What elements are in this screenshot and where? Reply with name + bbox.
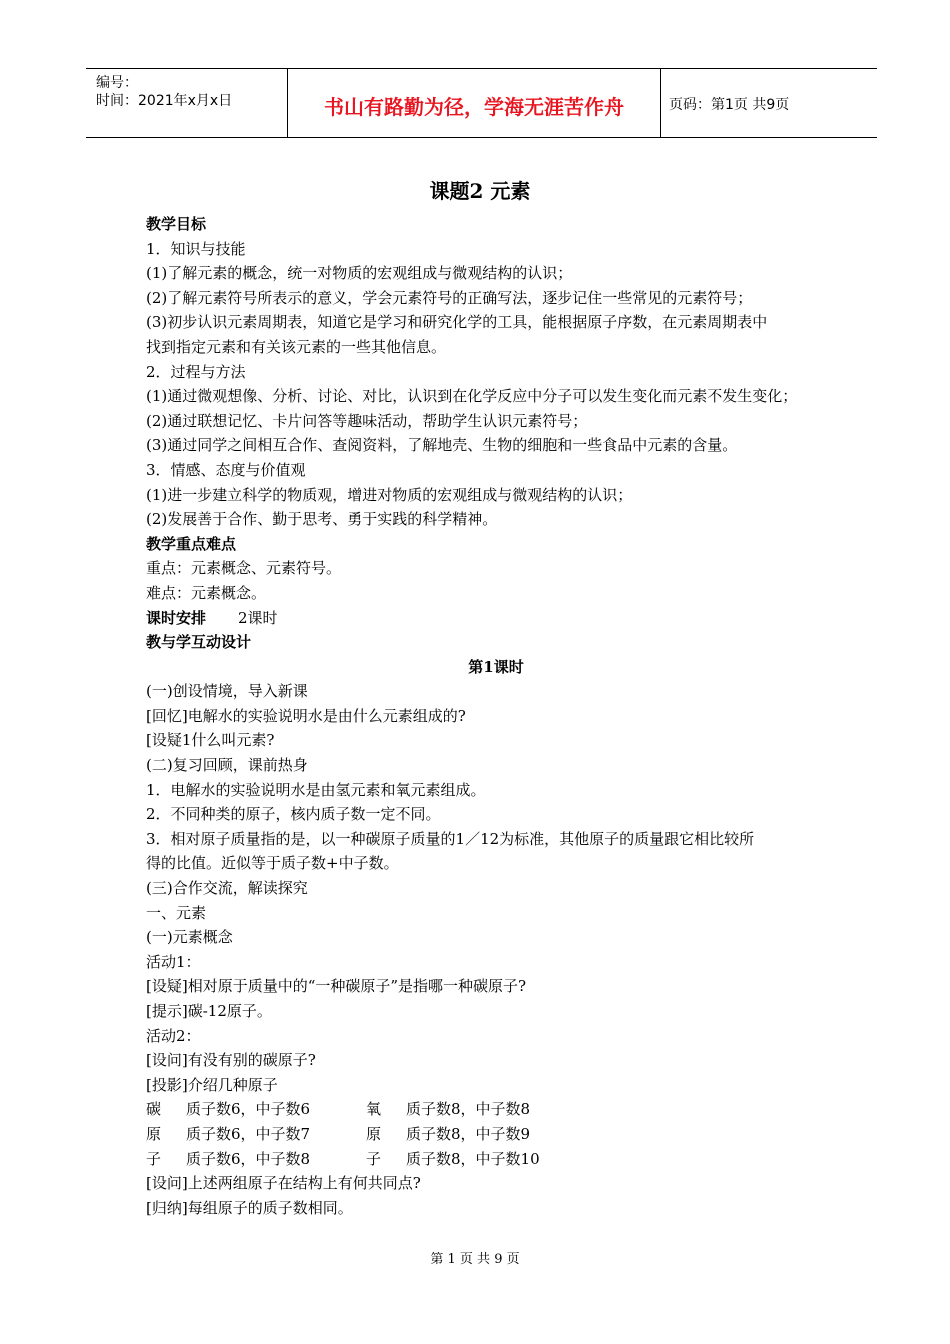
text-line [146, 950, 846, 975]
text-line [146, 851, 846, 876]
text-line [146, 237, 846, 262]
atom-table-row [146, 1097, 846, 1122]
line-text: 教学重点难点 [146, 534, 237, 553]
document-header [86, 68, 877, 138]
line-text: 课时安排 [146, 608, 207, 627]
section-heading [146, 630, 846, 655]
page-footer: 第 1 页 共 9 页 [430, 1252, 520, 1267]
motto: 书山有路勤为径，学海无涯苦作舟 [324, 95, 624, 119]
atom-table-cell: 子 [146, 1149, 162, 1168]
line-text: 2．不同种类的原子，核内质子数一定不同。 [146, 805, 441, 824]
line-text: (二)复习回顾，课前热身 [146, 756, 308, 775]
text-line [146, 1073, 846, 1098]
line-text: 找到指定元素和有关该元素的一些其他信息。 [146, 337, 447, 356]
line-extra: 2课时 [238, 608, 278, 627]
atom-table-cell: 质子数8，中子数9 [406, 1124, 531, 1143]
text-line [146, 876, 846, 901]
line-text: (2)发展善于合作、勤于思考、勇于实践的科学精神。 [146, 510, 498, 529]
line-text: [设疑]相对原于质量中的“一种碳原子”是指哪一种碳原子? [146, 977, 527, 996]
line-text: (2)了解元素符号所表示的意义，学会元素符号的正确写法，逐步记住一些常见的元素符号； [146, 288, 753, 307]
line-text: [设问]有没有别的碳原子? [146, 1051, 316, 1070]
line-text: 3．相对原子质量指的是，以一种碳原子质量的1／12为标准，其他原子的质量跟它相比较所 [146, 829, 755, 848]
text-line [146, 974, 846, 999]
text-line [146, 335, 846, 360]
number-label: 编号： [96, 75, 138, 91]
text-line [146, 704, 846, 729]
atom-table-cell: 质子数6，中子数8 [186, 1149, 311, 1168]
text-line [146, 1196, 846, 1221]
line-text: [归纳]每组原子的质子数相同。 [146, 1198, 353, 1217]
text-line [146, 556, 846, 581]
line-text: (1)通过微观想像、分析、讨论、对比，认识到在化学反应中分子可以发生变化而元素不发生变化； [146, 387, 798, 406]
atom-table-cell: 质子数6，中子数7 [186, 1124, 311, 1143]
line-text: (三)合作交流，解读探究 [146, 879, 308, 898]
text-line [146, 286, 846, 311]
document-title: 课题2 元素 [429, 179, 531, 203]
atom-table-cell: 质子数6，中子数6 [186, 1100, 311, 1119]
document-body [146, 212, 846, 1220]
atom-table-cell: 原 [366, 1124, 382, 1143]
line-text: 教学目标 [146, 215, 207, 233]
atom-table-row [146, 1147, 846, 1172]
text-line [146, 581, 846, 606]
line-text: [提示]碳-12原子。 [146, 1002, 272, 1020]
line-text: (3)通过同学之间相互合作、查阅资料，了解地壳、生物的细胞和一些食品中元素的含量。 [146, 436, 738, 455]
text-line [146, 1048, 846, 1073]
section-heading [146, 655, 846, 680]
line-text: 1．电解水的实验说明水是由氢元素和氧元素组成。 [146, 780, 486, 799]
text-line [146, 458, 846, 483]
line-text: [投影]介绍几种原子 [146, 1075, 278, 1094]
line-text: [回忆]电解水的实验说明水是由什么元素组成的? [146, 706, 466, 725]
line-text: 难点：元素概念。 [146, 583, 267, 602]
text-line [146, 507, 846, 532]
line-text: 教与学互动设计 [146, 633, 252, 652]
page-info: 页码：第1页 共9页 [669, 97, 790, 113]
section-heading [146, 606, 846, 631]
text-line [146, 433, 846, 458]
line-text: (一)创设情境，导入新课 [146, 682, 308, 701]
text-line [146, 925, 846, 950]
line-text: 活动2： [146, 1026, 201, 1045]
text-line [146, 679, 846, 704]
atom-table-row [146, 1122, 846, 1147]
line-text: (2)通过联想记忆、卡片问答等趣味活动，帮助学生认识元素符号； [146, 411, 588, 430]
text-line [146, 360, 846, 385]
line-text: (3)初步认识元素周期表，知道它是学习和研究化学的工具，能根据原子序数，在元素周期表中 [146, 313, 768, 332]
atom-table-cell: 质子数8，中子数10 [406, 1149, 540, 1168]
line-text: 3．情感、态度与价值观 [146, 460, 306, 479]
section-heading [146, 532, 846, 557]
line-text: 1．知识与技能 [146, 239, 246, 258]
line-text: [设问]上述两组原子在结构上有何共同点? [146, 1174, 421, 1193]
line-text: 重点：元素概念、元素符号。 [146, 559, 342, 578]
line-text: 一、元素 [146, 903, 207, 922]
text-line [146, 999, 846, 1024]
atom-table-cell: 质子数8，中子数8 [406, 1100, 531, 1119]
text-line [146, 802, 846, 827]
line-text: (1)进一步建立科学的物质观，增进对物质的宏观组成与微观结构的认识； [146, 485, 633, 504]
line-text: 得的比值。近似等于质子数+中子数。 [146, 854, 399, 873]
header-page-cell [661, 69, 877, 137]
text-line [146, 483, 846, 508]
text-line [146, 409, 846, 434]
text-line [146, 778, 846, 803]
line-text: (1)了解元素的概念，统一对物质的宏观组成与微观结构的认识； [146, 264, 573, 283]
atom-table-cell: 碳 [146, 1100, 162, 1119]
text-line [146, 1024, 846, 1049]
line-text: 活动1： [146, 952, 201, 971]
atom-table-cell: 子 [366, 1149, 382, 1168]
line-text: (一)元素概念 [146, 928, 233, 947]
atom-table-cell: 氧 [366, 1100, 382, 1119]
section-heading [146, 212, 846, 237]
text-line [146, 310, 846, 335]
line-text: 2．过程与方法 [146, 362, 246, 381]
text-line [146, 728, 846, 753]
text-line [146, 753, 846, 778]
header-meta-cell [86, 69, 288, 137]
text-line [146, 384, 846, 409]
time-label: 时间：2021年x月x日 [96, 93, 233, 109]
text-line [146, 827, 846, 852]
line-text: 第1课时 [468, 657, 524, 676]
text-line [146, 901, 846, 926]
text-line [146, 261, 846, 286]
text-line [146, 1171, 846, 1196]
header-motto-cell [288, 69, 661, 137]
atom-table-cell: 原 [146, 1124, 162, 1143]
line-text: [设疑1什么叫元素? [146, 731, 275, 750]
